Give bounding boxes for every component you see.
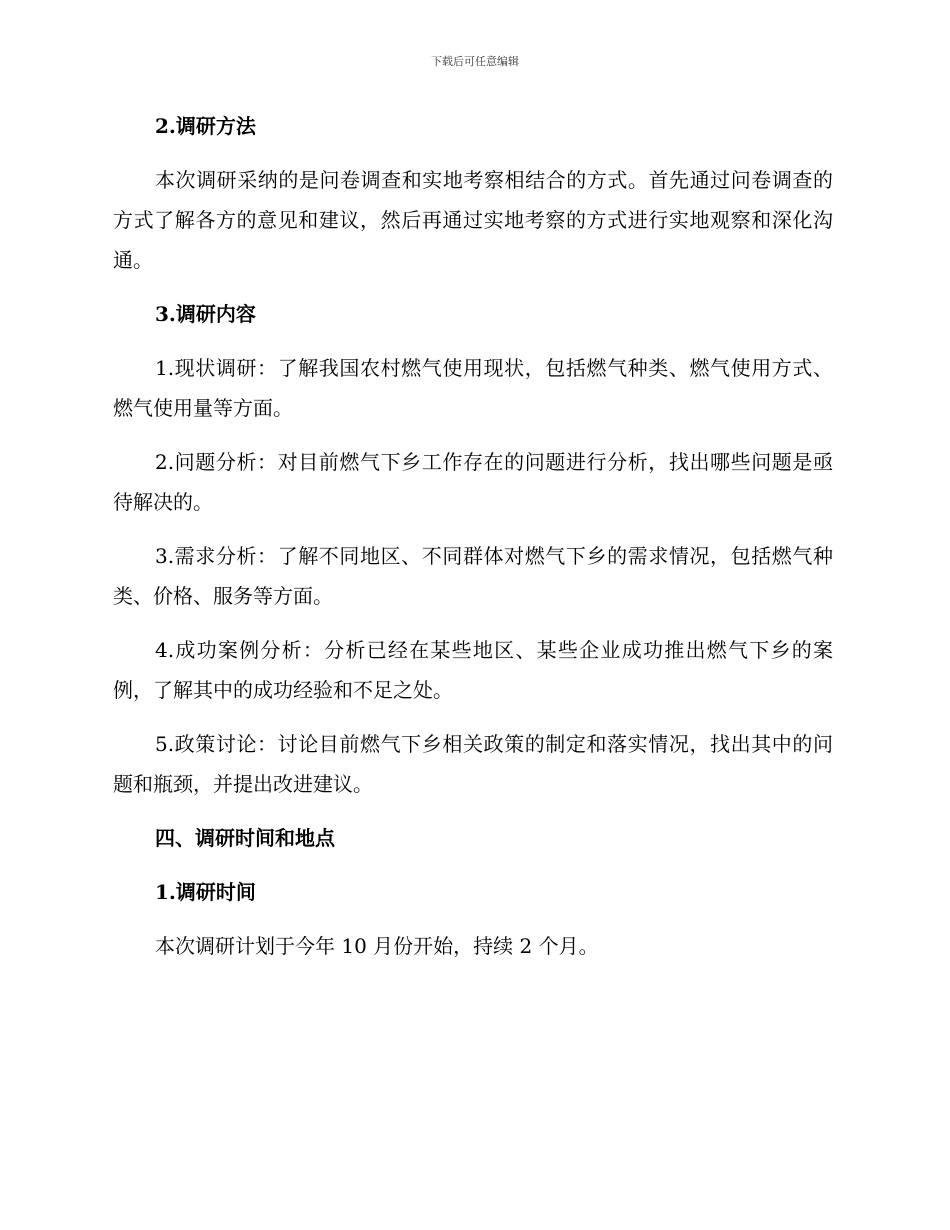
section-heading-content: 3.调研内容: [155, 302, 256, 326]
section-heading-time-place: 四、调研时间和地点: [155, 826, 335, 850]
page-header: 下载后可任意编辑: [431, 55, 519, 68]
list-item-policy-discussion: 5.政策讨论：讨论目前燃气下乡相关政策的制定和落实情况，找出其中的问题和瓶颈，并提出改进建议。: [113, 732, 833, 796]
section-heading-time: 1.调研时间: [155, 880, 256, 904]
section-heading-method: 2.调研方法: [155, 114, 256, 138]
paragraph-method: 本次调研采纳的是问卷调查和实地考察相结合的方式。首先通过问卷调查的方式了解各方的意见和建议，然后再通过实地考察的方式进行实地观察和深化沟通。: [113, 168, 833, 272]
list-item-demand-analysis: 3.需求分析：了解不同地区、不同群体对燃气下乡的需求情况，包括燃气种类、价格、服务等方面。: [113, 544, 833, 608]
list-item-problem-analysis: 2.问题分析：对目前燃气下乡工作存在的问题进行分析，找出哪些问题是亟待解决的。: [113, 450, 833, 514]
document-body: [113, 106, 833, 980]
list-item-status-survey: 1.现状调研：了解我国农村燃气使用现状，包括燃气种类、燃气使用方式、燃气使用量等方面。: [113, 356, 833, 420]
list-item-case-analysis: 4.成功案例分析：分析已经在某些地区、某些企业成功推出燃气下乡的案例，了解其中的成功经验和不足之处。: [113, 638, 833, 702]
paragraph-time: 本次调研计划于今年 10 月份开始，持续 2 个月。: [155, 934, 599, 958]
